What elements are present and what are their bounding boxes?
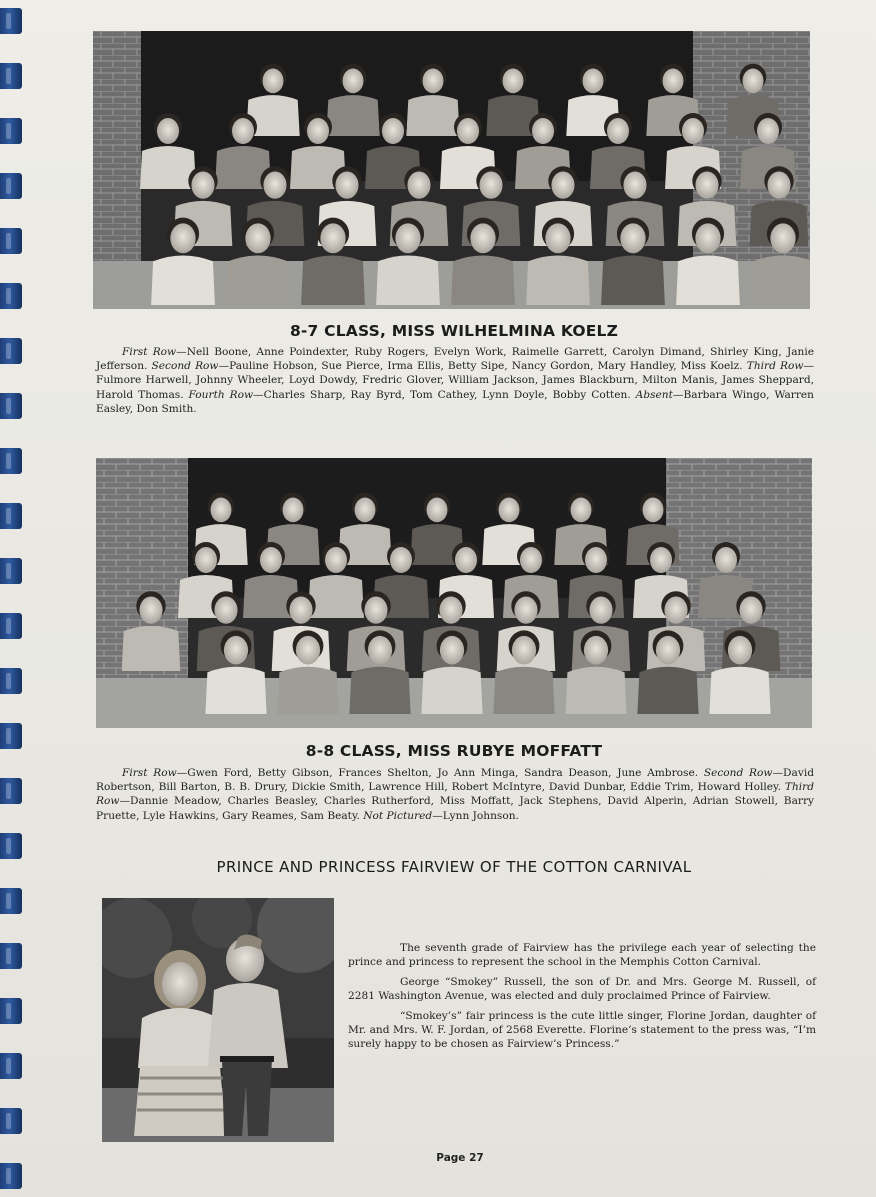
portrait-illustration [102, 898, 334, 1142]
binding-ring [0, 943, 22, 969]
names-third-row: —Dannie Meadow, Charles Beasley, Charles Rutherford, Miss Moffatt, Jack Stephens, David Alperin, Adrian Stowell, Barry Pruette, Lyle Hawkins, Gary Reames, Sam Beaty. [96, 795, 814, 822]
names-absent: —Barbara Wingo, Warren Easley, Don Smith. [96, 388, 814, 415]
binding-ring [0, 723, 22, 749]
carnival-heading: PRINCE AND PRINCESS FAIRVIEW OF THE COTTON CARNIVAL [216, 858, 692, 876]
binding-ring [0, 283, 22, 309]
label-second-row: Second Row [151, 360, 219, 373]
class-photo-illustration [96, 458, 812, 728]
class-8-8-caption [96, 766, 814, 823]
binding-ring [0, 1163, 22, 1189]
binding-ring [0, 888, 22, 914]
binding-ring [0, 1053, 22, 1079]
label-not-pictured: Not Pictured [363, 809, 433, 822]
class-8-8-heading: 8-8 CLASS, MISS RUBYE MOFFATT [305, 742, 603, 760]
class-8-7-photo [93, 31, 810, 309]
names-first-row: —Gwen Ford, Betty Gibson, Frances Shelton, Jo Ann Minga, Sandra Deason, June Ambrose. [176, 767, 699, 779]
carnival-article [348, 942, 816, 1058]
article-paragraph: George “Smokey” Russell, the son of Dr. and Mrs. George M. Russell, of 2281 Washington Avenue, was elected and duly proclaimed Prince of Fairview. [348, 976, 816, 1002]
binding-ring [0, 228, 22, 254]
binding-ring [0, 833, 22, 859]
label-third-row: Third Row [96, 781, 814, 808]
binding-ring [0, 503, 22, 529]
binding-ring [0, 613, 22, 639]
label-fourth-row: Fourth Row [188, 388, 254, 401]
spiral-binding [0, 0, 26, 1197]
article-paragraph: The seventh grade of Fairview has the privilege each year of selecting the prince and princess to represent the school in the Memphis Cotton Carnival. [348, 942, 816, 968]
label-third-row: Third Row [746, 360, 804, 373]
names-first-row: —Nell Boone, Anne Poindexter, Ruby Rogers, Evelyn Work, Raimelle Garrett, Carolyn Dimand, Shirley King, Janie Jefferson. [96, 346, 814, 373]
binding-ring [0, 558, 22, 584]
label-absent: Absent [635, 388, 673, 401]
class-photo-illustration [93, 31, 810, 309]
names-fourth-row: —Charles Sharp, Ray Byrd, Tom Cathey, Lynn Doyle, Bobby Cotten. [253, 388, 631, 401]
names-second-row: —David Robertson, Bill Barton, B. B. Drury, Dickie Smith, Lawrence Hill, Robert McIntyre, David Dunbar, Eddie Trim, Howard Holley. [96, 767, 814, 794]
binding-ring [0, 668, 22, 694]
binding-ring [0, 63, 22, 89]
binding-ring [0, 338, 22, 364]
label-first-row: First Row [122, 346, 177, 358]
page-number: Page 27 [436, 1152, 484, 1164]
article-paragraph: “Smokey’s” fair princess is the cute little singer, Florine Jordan, daughter of Mr. and Mrs. W. F. Jordan, of 2568 Everette. Florine’s statement to the press was, “I’m surely happy to be chosen as Fairview’s Princess.” [348, 1010, 816, 1050]
class-8-7-heading: 8-7 CLASS, MISS WILHELMINA KOELZ [289, 322, 619, 340]
binding-ring [0, 393, 22, 419]
binding-ring [0, 998, 22, 1024]
binding-ring [0, 778, 22, 804]
class-8-7-caption [96, 345, 814, 416]
binding-ring [0, 8, 22, 34]
class-8-8-photo [96, 458, 812, 728]
names-not-pictured: —Lynn Johnson. [432, 809, 519, 822]
binding-ring [0, 1108, 22, 1134]
names-third-row: —Fulmore Harwell, Johnny Wheeler, Loyd Dowdy, Fredric Glover, William Jackson, James Blackburn, Milton Manis, James Sheppard, Harold Thomas. [96, 360, 815, 401]
binding-ring [0, 448, 22, 474]
names-second-row: —Pauline Hobson, Sue Pierce, Irma Ellis, Betty Sipe, Nancy Gordon, Mary Handley, Miss Koelz. [218, 360, 743, 373]
prince-princess-photo [102, 898, 334, 1142]
binding-ring [0, 118, 22, 144]
binding-ring [0, 173, 22, 199]
label-first-row: First Row [122, 767, 177, 779]
label-second-row: Second Row [703, 767, 773, 779]
